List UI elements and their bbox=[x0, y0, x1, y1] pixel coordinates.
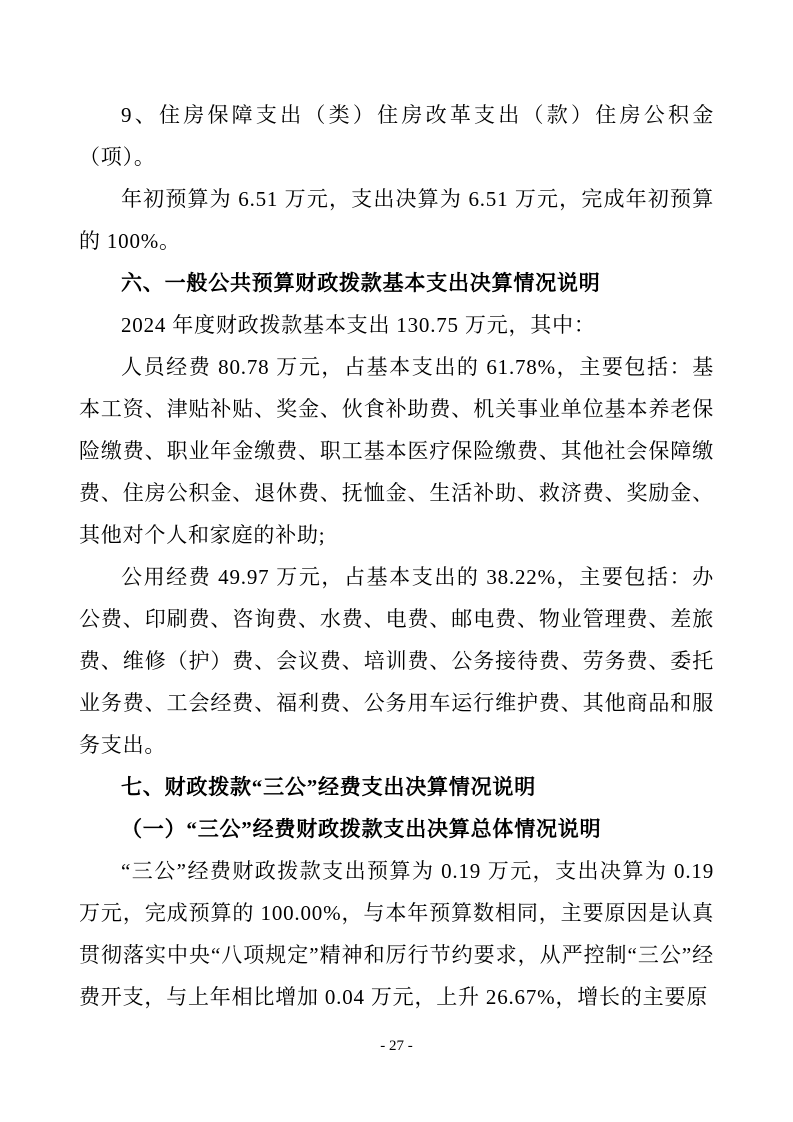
paragraph: 公用经费 49.97 万元，占基本支出的 38.22%，主要包括：办公费、印刷费、咨询费、水费、电费、邮电费、物业管理费、差旅费、维修（护）费、会议费、培训费、公务接待费、劳务费、委托业务费、工会经费、福利费、公务用车运行维护费、其他商品和服务支出。 bbox=[79, 565, 714, 757]
paragraph: 2024 年度财政拨款基本支出 130.75 万元，其中： bbox=[121, 313, 596, 337]
document-body bbox=[79, 94, 714, 1018]
section-heading: 六、一般公共预算财政拨款基本支出决算情况说明 bbox=[121, 271, 601, 295]
paragraph: 年初预算为 6.51 万元，支出决算为 6.51 万元，完成年初预算的 100%。 bbox=[79, 187, 714, 253]
paragraph: 人员经费 80.78 万元，占基本支出的 61.78%，主要包括：基本工资、津贴补贴、奖金、伙食补助费、机关事业单位基本养老保险缴费、职业年金缴费、职工基本医疗保险缴费、其他社会保障缴费、住房公积金、退休费、抚恤金、生活补助、救济费、奖励金、其他对个人和家庭的补助; bbox=[79, 355, 714, 547]
section-heading: （一）“三公”经费财政拨款支出决算总体情况说明 bbox=[121, 817, 602, 841]
section-heading: 七、财政拨款“三公”经费支出决算情况说明 bbox=[121, 775, 536, 799]
paragraph: 9、住房保障支出（类）住房改革支出（款）住房公积金（项）。 bbox=[79, 103, 714, 169]
page-number: - 27 - bbox=[380, 1038, 413, 1054]
paragraph: “三公”经费财政拨款支出预算为 0.19 万元，支出决算为 0.19 万元，完成预算的 100.00%，与本年预算数相同，主要原因是认真贯彻落实中央“八项规定”精神和厉行节约要求，从严控制“三公”经费开支，与上年相比增加 0.04 万元，上升 26.67%，增长的主要原 bbox=[79, 859, 714, 1009]
